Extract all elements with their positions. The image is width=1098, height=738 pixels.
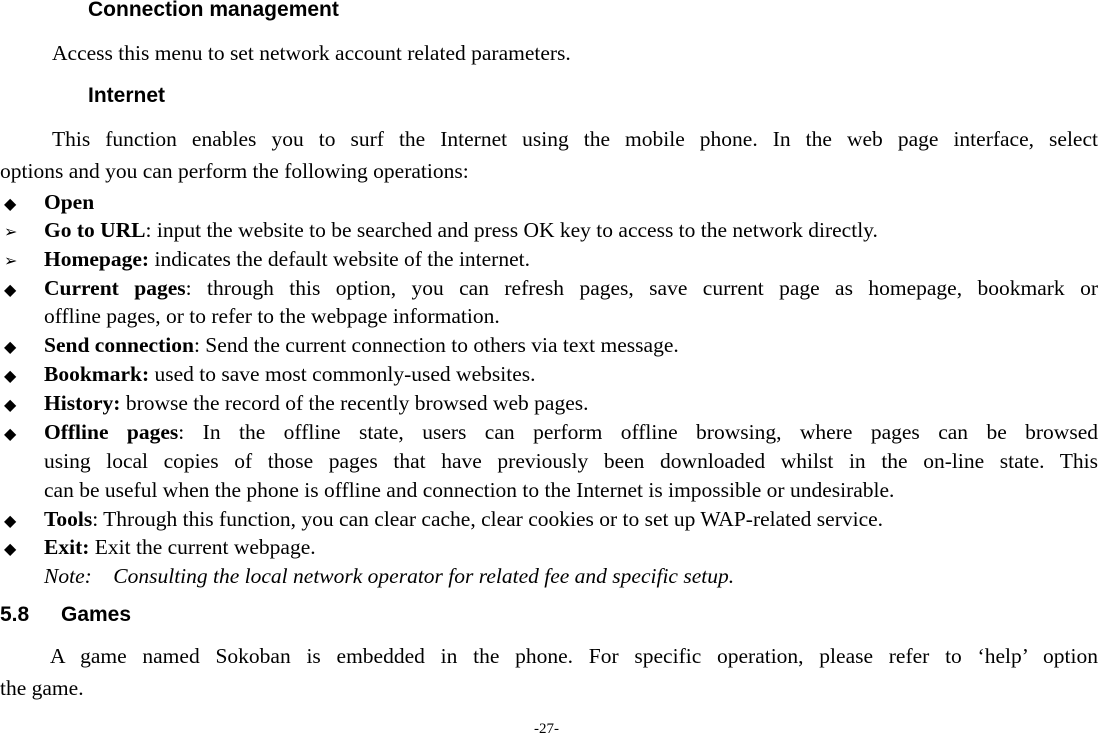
- section-number: 5.8: [0, 603, 30, 626]
- list-item-open: Open: [44, 190, 95, 214]
- list-item-offline-pages: Offline pages: In the offline state, users can perform offline browsing, where pages can be browsed: [44, 420, 1098, 444]
- diamond-bullet-icon: ◆: [4, 194, 17, 213]
- diamond-bullet-icon: ◆: [4, 511, 17, 530]
- list-item-go-to-url: Go to URL: input the website to be searched and press OK key to access to the network directly.: [44, 218, 878, 242]
- page-number: -27-: [534, 721, 559, 737]
- diamond-bullet-icon: ◆: [4, 424, 17, 443]
- diamond-bullet-icon: ◆: [4, 280, 17, 299]
- list-item-history: History: browse the record of the recently browsed web pages.: [44, 391, 589, 415]
- diamond-bullet-icon: ◆: [4, 539, 17, 558]
- list-item-offline-pages-cont-2: can be useful when the phone is offline and connection to the Internet is impossible or undesirable.: [44, 478, 895, 502]
- intro-text: Access this menu to set network account related parameters.: [52, 41, 571, 65]
- note-text: Note: Consulting the local network operator for related fee and specific setup.: [44, 564, 735, 588]
- heading-internet: Internet: [88, 84, 166, 107]
- games-desc-line-2: the game.: [0, 676, 84, 700]
- list-item-current-pages: Current pages: through this option, you can refresh pages, save current page as homepage, bookmark or: [44, 276, 1098, 300]
- arrow-bullet-icon: ➢: [4, 222, 18, 241]
- list-item-current-pages-cont: offline pages, or to refer to the webpage information.: [44, 304, 500, 328]
- list-item-offline-pages-cont-1: using local copies of those pages that have previously been downloaded whilst in the on-line state. This: [44, 449, 1098, 473]
- list-item-send-connection: Send connection: Send the current connection to others via text message.: [44, 333, 679, 357]
- list-item-exit: Exit: Exit the current webpage.: [44, 535, 316, 559]
- list-item-homepage: Homepage: indicates the default website of the internet.: [44, 247, 530, 271]
- diamond-bullet-icon: ◆: [4, 337, 17, 356]
- list-item-tools: Tools: Through this function, you can clear cache, clear cookies or to set up WAP-related service.: [44, 507, 884, 531]
- heading-connection-management: Connection management: [88, 0, 339, 21]
- list-item-bookmark: Bookmark: used to save most commonly-used websites.: [44, 362, 536, 386]
- arrow-bullet-icon: ➢: [4, 251, 18, 270]
- games-desc-line-1: A game named Sokoban is embedded in the phone. For specific operation, please refer to ‘help’ option: [50, 644, 1098, 668]
- diamond-bullet-icon: ◆: [4, 366, 17, 385]
- diamond-bullet-icon: ◆: [4, 395, 17, 414]
- internet-desc-line-2: options and you can perform the following operations:: [0, 159, 469, 183]
- section-title-games: Games: [61, 603, 132, 626]
- internet-desc-line-1: This function enables you to surf the Internet using the mobile phone. In the web page interface, select: [52, 127, 1098, 151]
